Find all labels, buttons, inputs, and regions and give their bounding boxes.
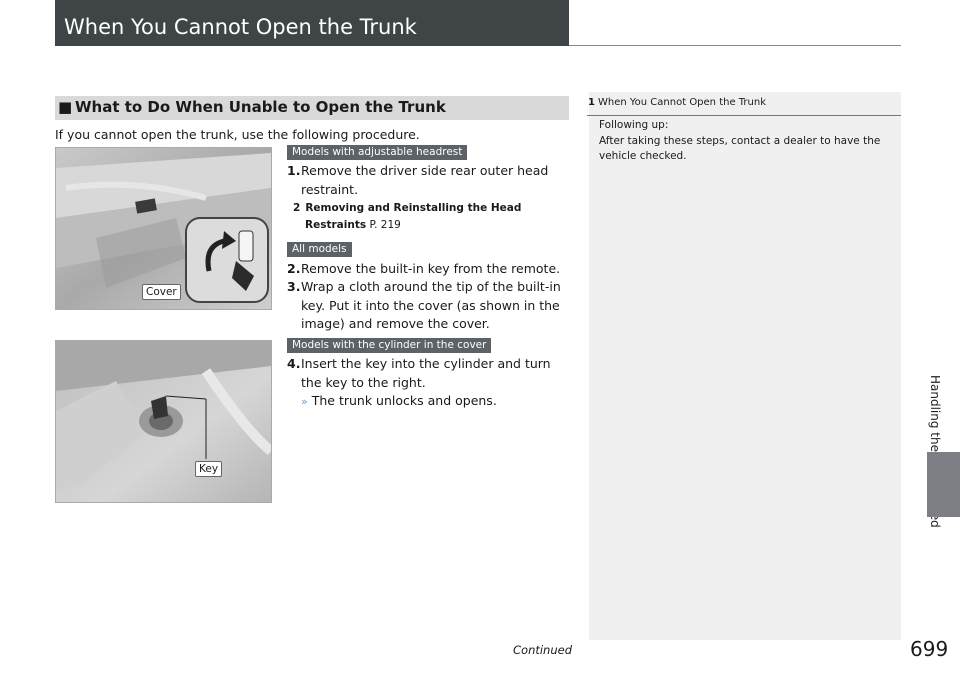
key-callout: Key <box>195 461 222 477</box>
sidebar-body <box>599 118 895 165</box>
step-4-result <box>301 393 497 408</box>
step-2-text: Remove the built-in key from the remote. <box>301 261 561 276</box>
key-cylinder-illustration <box>55 340 272 503</box>
sidebar-note-panel <box>589 92 901 640</box>
sidebar-text: After taking these steps, contact a dealer to have the vehicle checked. <box>599 134 881 162</box>
step-1-number: 1. <box>287 163 301 178</box>
result-text: The trunk unlocks and opens. <box>311 393 497 408</box>
intro-text: If you cannot open the trunk, use the following procedure. <box>55 127 420 142</box>
sidebar-heading-icon: 1 <box>588 97 595 108</box>
reference-page[interactable]: P. 219 <box>369 219 401 231</box>
sidebar-title: When You Cannot Open the Trunk <box>598 97 767 108</box>
cover-detail-inset <box>184 216 270 304</box>
continued-label: Continued <box>513 643 573 657</box>
page-number: 699 <box>910 637 949 661</box>
tag-all-models: All models <box>287 242 352 257</box>
page-title: When You Cannot Open the Trunk <box>64 15 417 39</box>
cover-illustration <box>55 147 272 310</box>
reference-icon: 2 <box>293 202 301 214</box>
step-3 <box>287 278 569 334</box>
step-3-number: 3. <box>287 279 301 294</box>
tag-adjustable-headrest: Models with adjustable headrest <box>287 145 467 160</box>
section-title: What to Do When Unable to Open the Trunk <box>75 98 446 116</box>
result-arrow-icon: » <box>301 395 308 408</box>
page-title-bar <box>55 0 569 46</box>
step-4-text: Insert the key into the cylinder and turn the key to the right. <box>301 356 551 390</box>
sidebar-heading <box>587 96 901 116</box>
step-1-text: Remove the driver side rear outer head restraint. <box>301 163 549 197</box>
step-2-number: 2. <box>287 261 301 276</box>
step-4-number: 4. <box>287 356 301 371</box>
step-3-text: Wrap a cloth around the tip of the built-in key. Put it into the cover (as shown in the image) and remove the cover. <box>301 279 561 331</box>
cross-reference[interactable] <box>293 200 565 234</box>
chapter-tab-marker <box>927 452 960 517</box>
section-marker-icon: ■ <box>58 98 73 116</box>
step-1 <box>287 162 569 199</box>
tag-cylinder-in-cover: Models with the cylinder in the cover <box>287 338 491 353</box>
sidebar-subheading: Following up: <box>599 119 669 131</box>
cover-callout: Cover <box>142 284 181 300</box>
title-rule <box>569 45 901 46</box>
step-4 <box>287 355 569 392</box>
section-heading <box>55 96 569 120</box>
chapter-side-tab <box>921 0 960 678</box>
reference-title[interactable]: Removing and Reinstalling the Head Restraints <box>305 202 522 231</box>
step-2 <box>287 260 569 279</box>
